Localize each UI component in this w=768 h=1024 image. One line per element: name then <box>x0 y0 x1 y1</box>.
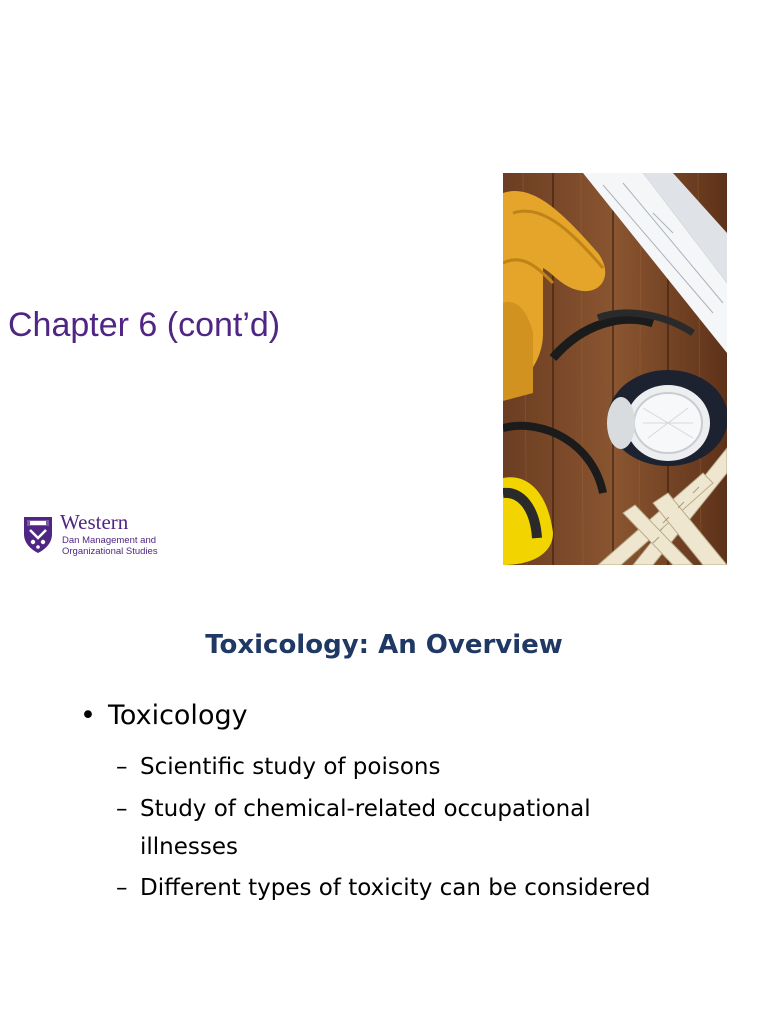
logo-subtitle-line1: Dan Management and <box>62 535 157 546</box>
logo-brand: Western <box>60 510 129 534</box>
sub-bullet-item <box>116 869 650 907</box>
chapter-title: Chapter 6 (cont’d) <box>8 306 281 344</box>
bullet-item-toxicology <box>80 700 248 731</box>
western-crest-icon <box>22 514 54 554</box>
bullet-icon: • <box>80 700 96 731</box>
logo-subtitle <box>62 535 158 557</box>
sub-bullet-item <box>116 748 440 786</box>
sub-bullet-text: Scientific study of poisons <box>140 754 441 780</box>
ppe-equipment-photo <box>503 173 727 565</box>
dash-icon: – <box>116 796 128 822</box>
sub-bullet-item <box>116 790 591 866</box>
sub-bullet-text-continued: illnesses <box>140 834 238 860</box>
dash-icon: – <box>116 754 128 780</box>
sub-bullet-text: Study of chemical-related occupational <box>140 796 591 822</box>
western-logo <box>22 512 182 558</box>
sub-bullet-text: Different types of toxicity can be considered <box>140 875 651 901</box>
bullet-label: Toxicology <box>108 700 248 731</box>
dash-icon: – <box>116 875 128 901</box>
logo-subtitle-line2: Organizational Studies <box>62 546 158 557</box>
section-title: Toxicology: An Overview <box>205 630 563 660</box>
